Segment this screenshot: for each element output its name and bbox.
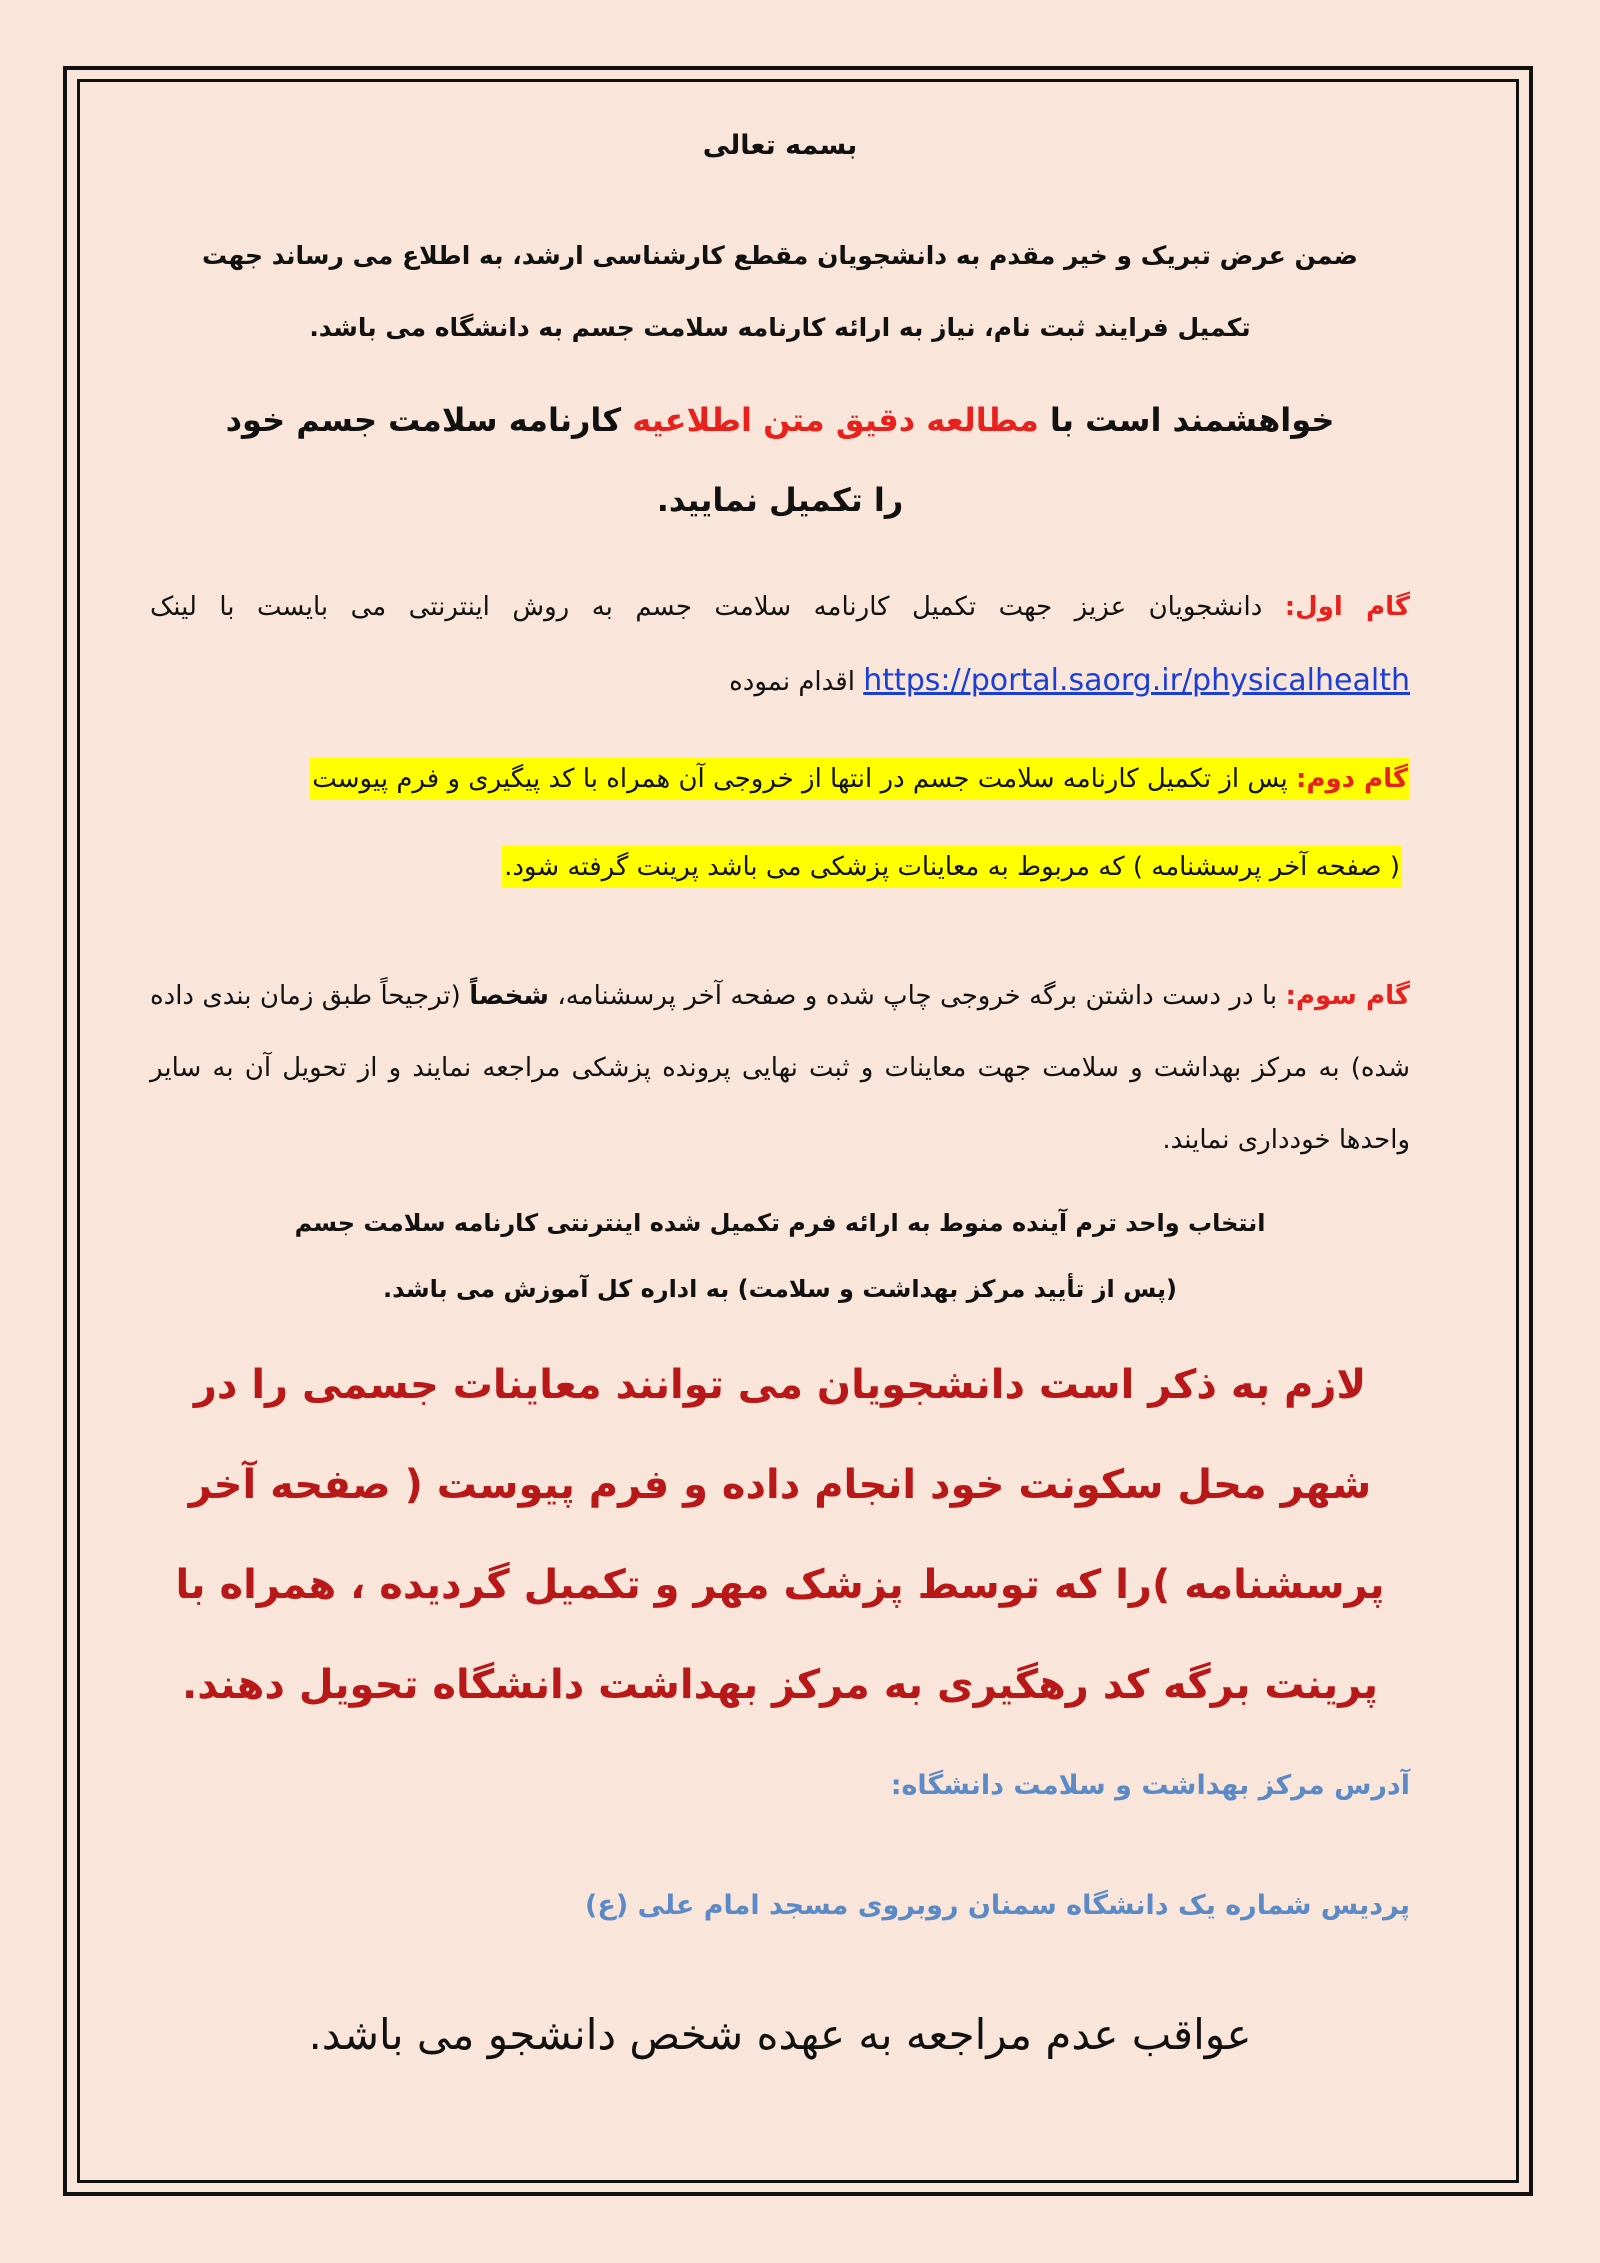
course-selection-note: انتخاب واحد ترم آینده منوط به ارائه فرم تکمیل شده اینترنتی کارنامه سلامت جسم (پس از تأیید مرکز بهداشت و سلامت) به اداره کل آموزش می باشد. — [294, 1209, 1266, 1303]
step-three-label: گام سوم: — [1285, 981, 1410, 1011]
step-three-paragraph — [150, 960, 1410, 1176]
step-two-line-1 — [150, 735, 1410, 823]
request-paragraph — [150, 380, 1410, 540]
step-three-text-1: با در دست داشتن برگه خروجی چاپ شده و صفحه آخر پرسشنامه، — [548, 981, 1286, 1011]
step-three-emphasis: شخصاً — [469, 981, 549, 1011]
address-label: آدرس مرکز بهداشت و سلامت دانشگاه: — [890, 1770, 1410, 1801]
request-text-end: کارنامه سلامت جسم خود را تکمیل نمایید. — [225, 401, 904, 519]
intro-paragraph: ضمن عرض تبریک و خیر مقدم به دانشجویان مقطع کارشناسی ارشد، به اطلاع می رساند جهت تکمیل فرایند ثبت نام، نیاز به ارائه کارنامه سلامت جسم به دانشگاه می باشد. — [202, 241, 1358, 342]
step-three-text-2: (ترجیحاً طبق زمان بندی داده شده) به مرکز بهداشت و سلامت جهت معاینات و ثبت نهایی پرونده پزشکی مراجعه نمایند و از تحویل آن به سایر واحدها خودداری نمایند. — [150, 981, 1410, 1155]
address-value: پردیس شماره یک دانشگاه سمنان روبروی مسجد امام علی (ع) — [585, 1890, 1410, 1921]
step-two-line-2 — [150, 823, 1410, 911]
step-two-paragraph — [150, 735, 1410, 911]
step-two-highlight-1 — [310, 758, 1410, 800]
step-two-label: گام دوم: — [1296, 764, 1408, 794]
important-note: لازم به ذکر است دانشجویان می توانند معاینات جسمی را در شهر محل سکونت خود انجام داده و فرم پیوست ( صفحه آخر پرسشنامه )را که توسط پزشک مهر و تکمیل گردیده ، همراه با پرینت برگه کد رهگیری به مرکز بهداشت دانشگاه تحویل دهند. — [175, 1362, 1385, 1708]
request-highlight: مطالعه دقیق متن اطلاعیه — [632, 401, 1039, 439]
step-two-text-1: پس از تکمیل کارنامه سلامت جسم در انتها از خروجی آن همراه با کد پیگیری و فرم پیوست — [312, 764, 1297, 794]
consequence-note: عواقب عدم مراجعه به عهده شخص دانشجو می باشد. — [308, 2010, 1252, 2059]
step-one-paragraph — [150, 570, 1410, 719]
step-one-text: دانشجویان عزیز جهت تکمیل کارنامه سلامت جسم به روش اینترنتی می بایست با لینک — [150, 592, 1285, 622]
request-text-start: خواهشمند است با — [1038, 401, 1335, 439]
step-one-suffix: اقدام نموده — [729, 667, 864, 697]
portal-link[interactable]: https://portal.saorg.ir/physicalhealth — [863, 663, 1410, 698]
page-title: بسمه تعالی — [702, 130, 858, 161]
step-one-label: گام اول: — [1284, 592, 1410, 622]
step-two-highlight-2: ( صفحه آخر پرسشنامه ) که مربوط به معاینات پزشکی می باشد پرینت گرفته شود. — [502, 846, 1402, 888]
